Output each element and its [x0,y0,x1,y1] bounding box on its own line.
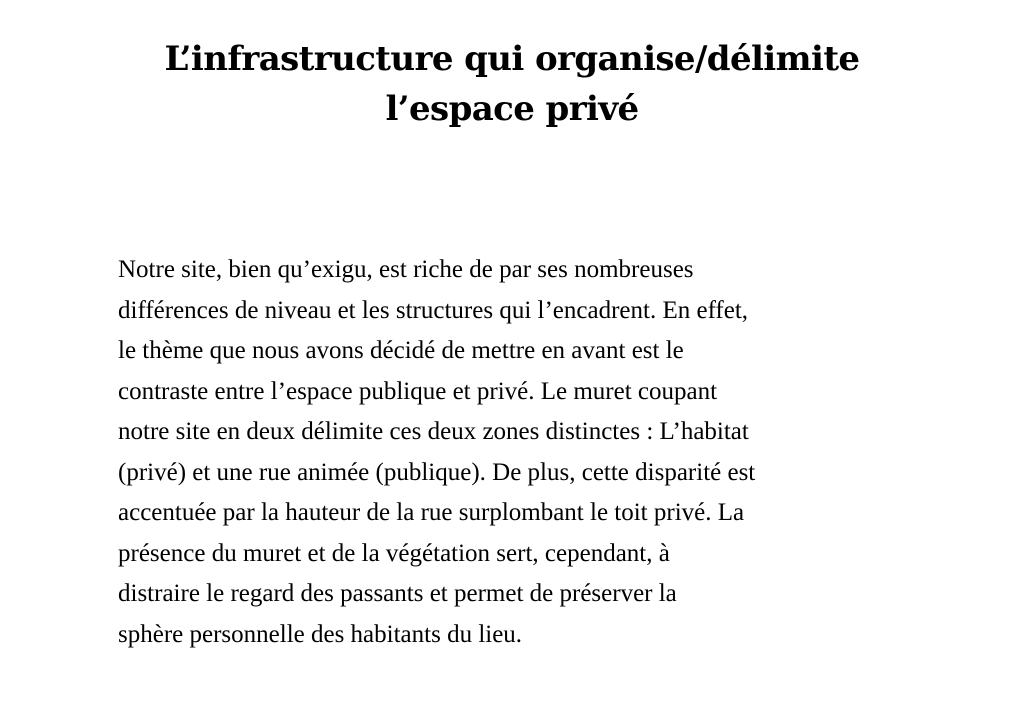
paragraph-line: Notre site, bien qu’exigu, est riche de par ses nombreuses [118,256,694,283]
paragraph-line: notre site en deux délimite ces deux zones distinctes : L’habitat [118,418,749,445]
paragraph-line: contraste entre l’espace publique et privé. Le muret coupant [118,377,718,405]
title-line: l’espace privé [385,89,639,129]
paragraph-line: présence du muret et de la végétation sert, cependant, à [118,539,670,567]
body-paragraph [118,250,918,655]
paragraph-line: sphère personnelle des habitants du lieu. [118,620,523,648]
paragraph-line: accentuée par la hauteur de la rue surplombant le toit privé. La [118,499,745,526]
title-line: L’infrastructure qui organise/délimite [164,39,860,79]
paragraph-line: le thème que nous avons décidé de mettre en avant est le [118,337,684,364]
paragraph-line: différences de niveau et les structures qui l’encadrent. En effet, [118,296,749,324]
paragraph-line: (privé) et une rue animée (publique). De plus, cette disparité est [118,458,756,486]
page-title [0,34,1024,134]
paragraph-line: distraire le regard des passants et permet de préserver la [118,580,677,607]
